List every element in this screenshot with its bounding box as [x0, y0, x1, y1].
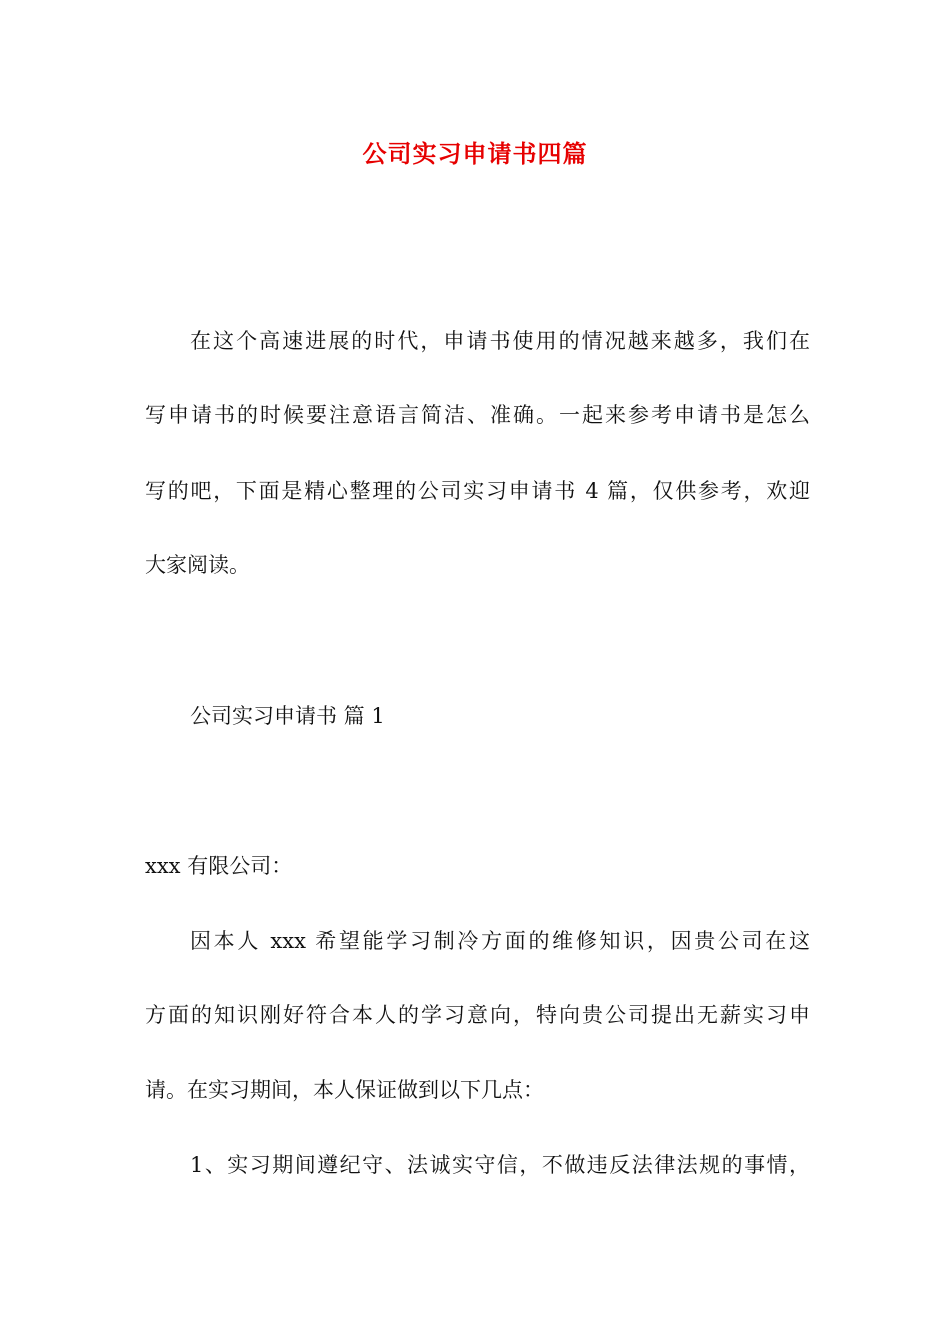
body-line-4: 1、实习期间遵纪守、法诚实守信，不做违反法律法规的事情，: [190, 1153, 810, 1177]
intro-line-1: 在这个高速进展的时代，申请书使用的情况越来越多，我们在: [190, 329, 810, 353]
intro-line-4: 大家阅读。: [145, 553, 250, 577]
salutation: xxx 有限公司：: [145, 854, 293, 878]
intro-line-3: 写的吧，下面是精心整理的公司实习申请书 4 篇，仅供参考，欢迎: [145, 479, 810, 503]
body-line-2: 方面的知识刚好符合本人的学习意向，特向贵公司提出无薪实习申: [145, 1003, 810, 1027]
document-title: 公司实习申请书四篇: [362, 140, 588, 168]
body-line-3: 请。在实习期间，本人保证做到以下几点：: [145, 1078, 544, 1102]
intro-line-2: 写申请书的时候要注意语言简洁、准确。一起来参考申请书是怎么: [145, 403, 810, 427]
section-heading: 公司实习申请书 篇 1: [190, 704, 385, 728]
body-line-1: 因本人 xxx 希望能学习制冷方面的维修知识，因贵公司在这: [190, 929, 810, 953]
